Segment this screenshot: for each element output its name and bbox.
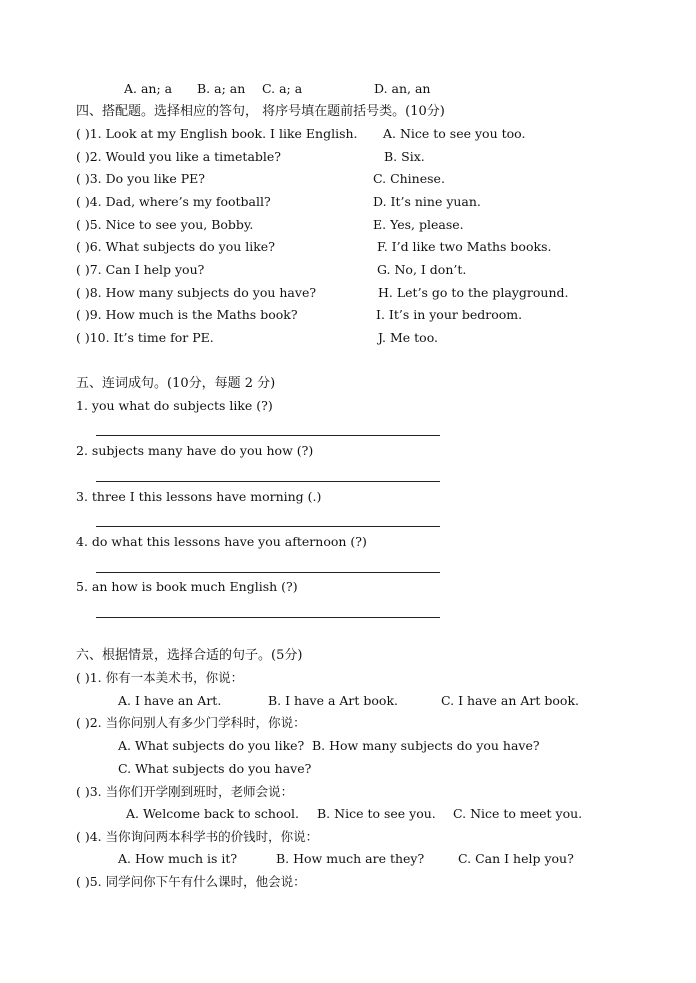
match-question: ( )2. Would you like a timetable? <box>76 149 281 164</box>
match-answer: A. Nice to see you too. <box>383 126 526 141</box>
match-answer: C. Chinese. <box>373 171 445 186</box>
match-question: ( )9. How much is the Maths book? <box>76 307 298 322</box>
answer-line <box>96 435 440 436</box>
match-question: ( )8. How many subjects do you have? <box>76 285 317 300</box>
match-question: ( )6. What subjects do you like? <box>76 239 275 254</box>
situation-question: ( )4. 当你询问两本科学书的价钱时，你说： <box>76 829 319 844</box>
match-question: ( )4. Dad, where’s my football? <box>76 194 271 209</box>
word-order-item: 5. an how is book much English (?) <box>76 579 298 594</box>
option-c: C. a; a <box>262 81 303 96</box>
choice-b: B. How much are they? <box>276 851 425 866</box>
choice-b: B. I have a Art book. <box>268 693 399 708</box>
answer-line <box>96 617 440 618</box>
option-a: A. an; a <box>124 81 173 96</box>
choice-a: A. What subjects do you like? <box>118 738 305 753</box>
choice-c: C. I have an Art book. <box>441 693 579 708</box>
choice-c: C. Can I help you? <box>458 851 574 866</box>
section6-heading: 六、根据情景，选择合适的句子。(5分) <box>76 648 303 663</box>
match-answer: E. Yes, please. <box>373 217 464 232</box>
match-answer: F. I’d like two Maths books. <box>377 239 552 254</box>
section4-heading: 四、搭配题。选择相应的答句， 将序号填在题前括号类。(10分) <box>76 104 445 119</box>
option-d: D. an, an <box>374 81 431 96</box>
match-answer: H. Let’s go to the playground. <box>378 285 569 300</box>
match-question: ( )3. Do you like PE? <box>76 171 205 186</box>
word-order-item: 3. three I this lessons have morning (.) <box>76 489 322 504</box>
situation-question: ( )5. 同学问你下午有什么课时，他会说： <box>76 874 306 889</box>
match-question: ( )7. Can I help you? <box>76 262 205 277</box>
match-answer: D. It’s nine yuan. <box>373 194 481 209</box>
situation-question: ( )1. 你有一本美术书，你说： <box>76 670 244 685</box>
match-question: ( )10. It’s time for PE. <box>76 330 214 345</box>
section5-heading: 五、连词成句。(10分，每题 2 分) <box>76 376 276 391</box>
match-answer: J. Me too. <box>378 330 438 345</box>
choice-a: A. I have an Art. <box>118 693 222 708</box>
choice-a: A. How much is it? <box>118 851 238 866</box>
match-answer: G. No, I don’t. <box>377 262 467 277</box>
answer-line <box>96 526 440 527</box>
situation-question: ( )3. 当你们开学刚到班时，老师会说： <box>76 784 294 799</box>
answer-line <box>96 481 440 482</box>
option-b: B. a; an <box>197 81 246 96</box>
choice-a: A. Welcome back to school. <box>126 806 299 821</box>
word-order-item: 1. you what do subjects like (?) <box>76 398 273 413</box>
choice-c: C. What subjects do you have? <box>118 761 312 776</box>
word-order-item: 4. do what this lessons have you afternoon (?) <box>76 534 367 549</box>
match-answer: I. It’s in your bedroom. <box>376 307 523 322</box>
situation-question: ( )2. 当你问别人有多少门学科时，你说： <box>76 715 306 730</box>
match-question: ( )1. Look at my English book. I like English. <box>76 126 358 141</box>
choice-b: B. How many subjects do you have? <box>312 738 540 753</box>
choice-b: B. Nice to see you. <box>317 806 436 821</box>
answer-line <box>96 572 440 573</box>
choice-c: C. Nice to meet you. <box>453 806 583 821</box>
match-answer: B. Six. <box>384 149 425 164</box>
match-question: ( )5. Nice to see you, Bobby. <box>76 217 254 232</box>
word-order-item: 2. subjects many have do you how (?) <box>76 443 314 458</box>
